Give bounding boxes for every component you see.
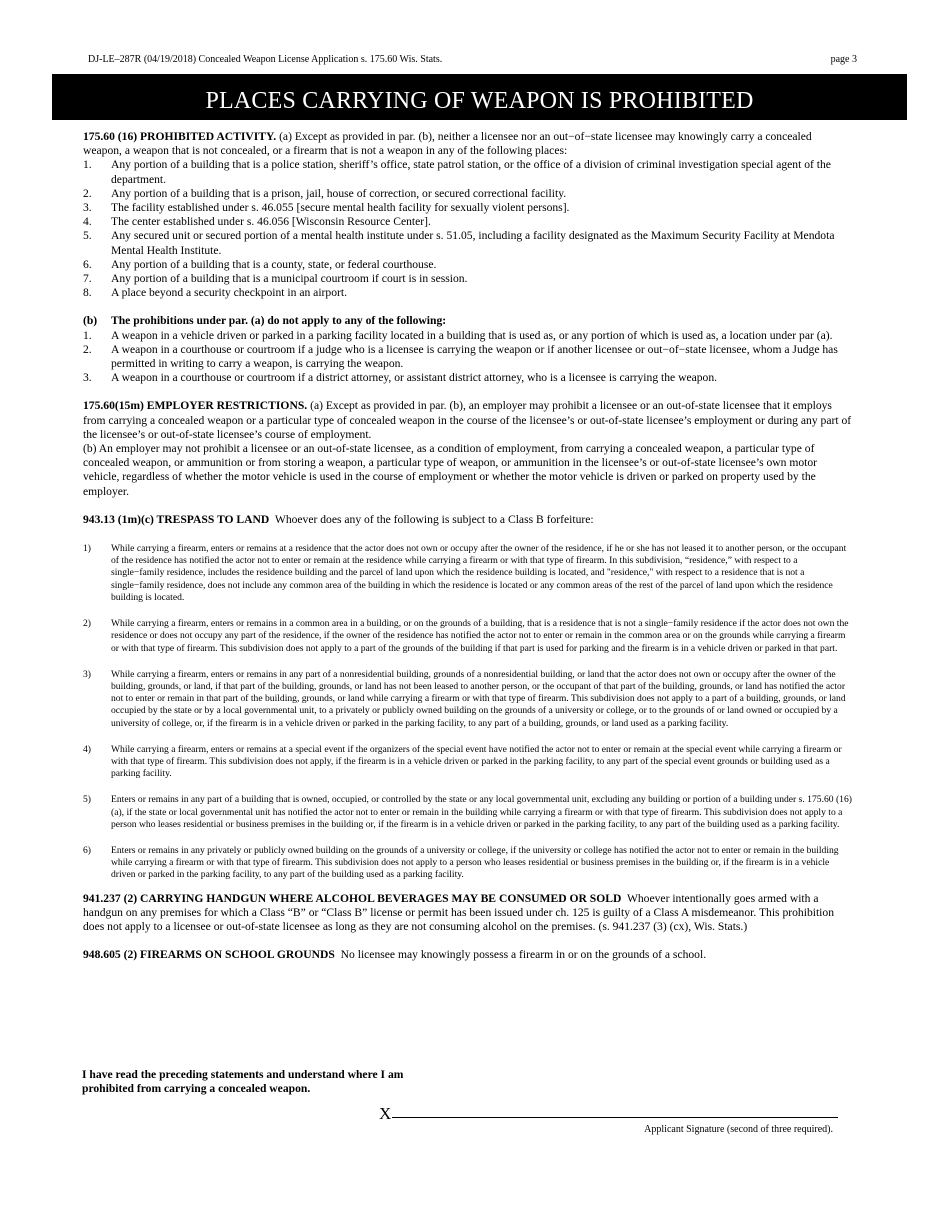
trespass-intro-text: Whoever does any of the following is subject to a Class B forfeiture: [274, 512, 594, 526]
exception-item-number: 2. [83, 342, 92, 356]
prohibited-place-item-number: 6. [83, 257, 92, 271]
trespass-item [83, 744, 853, 781]
exceptions-heading-text: The prohibitions under par. (a) do not apply to any of the following: [111, 314, 447, 328]
section-16-heading: 175.60 (16) PROHIBITED ACTIVITY. [83, 130, 277, 143]
exceptions-heading [83, 314, 853, 328]
alcohol-section [83, 892, 853, 935]
exception-item-text: A weapon in a vehicle driven or parked in a parking facility located in a building that is used as, or any portion of which is used as, a location under par (a). [111, 328, 833, 342]
alcohol-text: Whoever intentionally goes armed with a handgun on any premises for which a Class “B” or “Class B” license or permit has been issued under ch. 125 is guilty of a Class A misdemeanor. This prohibition does not apply to a licensee or out-of-state licensee as long as they are not consuming alcohol on the premises. (s. 941.237 (3) (cx), Wis. Stats.) [83, 891, 834, 933]
trespass-item [83, 669, 853, 730]
prohibited-place-item-text: The facility established under s. 46.055 [secure mental health facility for sexually violent persons]. [111, 201, 570, 215]
trespass-item [83, 794, 853, 831]
prohibited-place-item [83, 215, 853, 229]
exceptions-list [83, 329, 853, 386]
trespass-item [83, 845, 853, 882]
prohibited-place-item-number: 8. [83, 286, 92, 300]
trespass-item-text: While carrying a firearm, enters or remains in any part of a nonresidential building, grounds of a nonresidential building, or land that the actor does not own or occupy after the owner of the building, grounds, or land, if that part of the building, grounds, or land has not been leased to another person, or the occupant of that part of the building, grounds, or land has notified the actor not to enter or remain in that part of the building, grounds, or land while carrying a firearm or with that type of firearm. This subdivision does not apply to a part of a building, grounds, or land occupied by the state or by a local governmental unit, to a privately or publicly owned building on the grounds of a university or college, or to the grounds of or land owned or occupied by a university of college, or, if the firearm is in a vehicle driven or parked in the parking facility, to any part of a building, grounds, or land used as a parking facility. [111, 668, 846, 729]
prohibited-place-item [83, 286, 853, 300]
employer-restrictions-b: (b) An employer may not prohibit a licensee or an out-of-state licensee, as a condition of employment, from carrying a concealed weapon, a particular type of concealed weapon, or ammunition or from storing a weapon, a particular type of weapon, or ammunition in the licensee’s or out-of-state licensee’s own motor vehicle, regardless of whether the motor vehicle is used in the course of employment or whether the motor vehicle is driven or parked on property used by the employer. [83, 442, 818, 498]
section-16-intro [83, 130, 853, 158]
section-16-intro-text: (a) Except as provided in par. (b), neither a licensee nor an out−of−state licensee may knowingly carry a concealed weapon, a weapon that is not concealed, or a firearm that is not a weapon in any of the following places: [83, 130, 812, 158]
school-heading: 948.605 (2) FIREARMS ON SCHOOL GROUNDS [83, 948, 335, 962]
page-number: page 3 [830, 54, 857, 65]
prohibited-place-item [83, 229, 853, 257]
page-title-banner: PLACES CARRYING OF WEAPON IS PROHIBITED [52, 74, 907, 120]
document-body [83, 130, 853, 962]
trespass-intro [83, 513, 853, 527]
trespass-item-number: 3) [83, 668, 91, 680]
prohibited-place-item-number: 4. [83, 215, 92, 229]
exception-item-text: A weapon in a courthouse or courtroom if a judge who is a licensee is carrying the weapon or if another licensee or out−of−state licensee, whom a Judge has permitted in writing to carry a weapon, is carrying the weapon. [111, 342, 838, 371]
exception-item-number: 3. [83, 371, 92, 385]
exception-item [83, 329, 853, 343]
prohibited-place-item-text: Any portion of a building that is a municipal courtroom if court is in session. [111, 272, 468, 286]
alcohol-heading: 941.237 (2) CARRYING HANDGUN WHERE ALCOHOL BEVERAGES MAY BE CONSUMED OR SOLD [83, 891, 622, 905]
trespass-list [83, 543, 853, 881]
prohibited-place-item-number: 7. [83, 272, 92, 286]
school-section [83, 948, 853, 962]
prohibited-place-item-number: 1. [83, 158, 92, 172]
exception-item-number: 1. [83, 328, 92, 342]
prohibited-place-item [83, 258, 853, 272]
prohibited-place-item [83, 158, 853, 186]
trespass-item-text: Enters or remains in any part of a building that is owned, occupied, or controlled by the state or any local governmental unit, excluding any building or portion of a building under s. 175.60 (16) (a), if the state or local governmental unit has notified the actor not to enter or remain in the building while carrying a firearm or with that type of firearm. This subdivision does not apply to a person who leases residential or business premises in the building or, if the firearm is in a vehicle driven or parked in the parking facility, to any part of the building used as a parking facility. [111, 794, 852, 830]
exceptions-label: (b) [83, 314, 98, 328]
trespass-item-number: 2) [83, 618, 91, 630]
prohibited-places-list [83, 158, 853, 300]
prohibited-place-item-text: The center established under s. 46.056 [Wisconsin Resource Center]. [111, 215, 431, 229]
prohibited-place-item-text: Any portion of a building that is a prison, jail, house of correction, or secured correctional facility. [111, 186, 567, 200]
trespass-item-text: While carrying a firearm, enters or remains at a residence that the actor does not own or occupy after the owner of the residence, if he or she has not leased it to another person, or the occupant of the residence has notified the actor not to enter or remain at the residence while carrying a firearm or with that type of firearm. In this subdivision, “residence,” with respect to a single−family residence, includes the residence building and the parcel of land upon which the residence building is located, and "residence," with respect to a residence that is not a single−family residence, does not include any common area of the building in which the residence is located or any common areas of the rest of the parcel of land upon which the residence building is located. [111, 543, 847, 603]
prohibited-place-item-text: A place beyond a security checkpoint in an airport. [111, 286, 347, 300]
signature-caption: Applicant Signature (second of three required). [644, 1124, 833, 1135]
signature-mark: X [379, 1104, 392, 1123]
prohibited-place-item-number: 3. [83, 201, 92, 215]
signature-line[interactable] [392, 1117, 838, 1118]
trespass-item [83, 618, 853, 655]
employer-restrictions-a [83, 399, 853, 442]
trespass-item [83, 543, 853, 604]
prohibited-place-item [83, 272, 853, 286]
employer-restrictions-heading: 175.60(15m) EMPLOYER RESTRICTIONS. [83, 399, 308, 413]
prohibited-place-item-text: Any secured unit or secured portion of a mental health institute under s. 51.05, including a facility designated as the Maximum Security Facility at Mendota Mental Health Institute. [111, 229, 835, 257]
school-text: No licensee may knowingly possess a firearm in or on the grounds of a school. [340, 948, 707, 962]
prohibited-place-item-text: Any portion of a building that is a police station, sheriff’s office, state patrol station, or the office of a division of criminal investigation special agent of the department. [111, 158, 831, 186]
employer-restrictions-a-text: (a) Except as provided in par. (b), an employer may prohibit a licensee or an out-of-state licensee that it employs from carrying a concealed weapon or a particular type of concealed weapon in the course of the licensee’s or out-of-state licensee’s employment or during any part of the licensee’s or out-of-state licensee’s course of employment. [83, 399, 852, 441]
trespass-item-text: Enters or remains in any privately or publicly owned building on the grounds of a university or college, if the university or college has notified the actor not to enter or remain in the building while carrying a firearm or with that type of firearm. This subdivision does not apply to a person who leases residential or business premises in the building or, if the firearm is in a vehicle driven or parked in the parking facility, to any part of the building used as a parking facility. [111, 844, 839, 881]
trespass-item-number: 1) [83, 543, 91, 555]
exception-item [83, 343, 853, 371]
form-id: DJ-LE–287R (04/19/2018) Concealed Weapon License Application s. 175.60 Wis. Stats. [88, 54, 443, 65]
trespass-item-number: 6) [83, 844, 91, 856]
prohibited-place-item [83, 187, 853, 201]
exception-item-text: A weapon in a courthouse or courtroom if a district attorney, or assistant district attorney, who is a licensee is carrying the weapon. [111, 371, 718, 385]
trespass-item-text: While carrying a firearm, enters or remains at a special event if the organizers of the special event have notified the actor not to enter or remain at the special event while carrying a firearm or with that type of firearm. This subdivision does not apply, if the firearm is in a vehicle driven or parked in the parking facility, to any part of the special event grounds or building used as a parking facility. [111, 743, 842, 780]
trespass-heading: 943.13 (1m)(c) TRESPASS TO LAND [83, 512, 270, 526]
acknowledgement-statement: I have read the preceding statements and understand where I am prohibited from carrying a concealed weapon. [82, 1068, 404, 1096]
trespass-item-number: 5) [83, 794, 91, 806]
prohibited-place-item [83, 201, 853, 215]
prohibited-place-item-text: Any portion of a building that is a county, state, or federal courthouse. [111, 257, 437, 271]
exception-item [83, 371, 853, 385]
trespass-item-number: 4) [83, 743, 91, 755]
prohibited-place-item-number: 2. [83, 186, 92, 200]
prohibited-place-item-number: 5. [83, 229, 92, 243]
trespass-item-text: While carrying a firearm, enters or remains in a common area in a building, or on the grounds of a building, that is a residence that is not a single−family residence if the actor does not own the residence or does not occupy any part of the residence, if the owner of the residence has notified the actor not to enter or remain in the common area or on the grounds while carrying a firearm or with that type of firearm. This subdivision does not apply to a part of the grounds of the building if that part is used for parking and the firearm is in a vehicle driven or parked in that part. [111, 618, 849, 654]
